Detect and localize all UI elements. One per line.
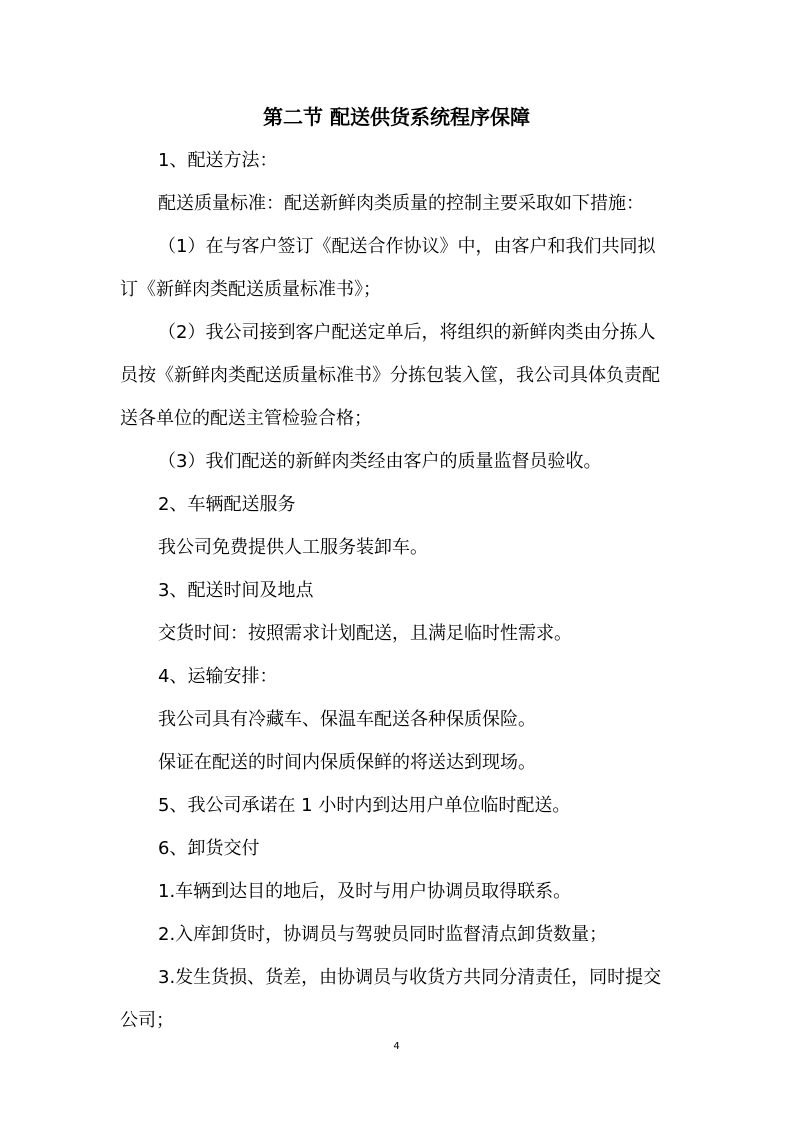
text-line-20: 3.发生货损、货差，由协调员与收货方共同分清责任，同时提交 [158,967,662,988]
text-line-6: 员按《新鲜肉类配送质量标准书》分拣包装入筐，我公司具体负责配 [120,365,660,386]
text-line-3: （1）在与客户签订《配送合作协议》中，由客户和我们共同拟 [158,236,656,257]
text-line-14: 我公司具有冷藏车、保温车配送各种保质保险。 [158,709,536,730]
text-line-10: 我公司免费提供人工服务装卸车。 [158,537,428,558]
text-line-8: （3）我们配送的新鲜肉类经由客户的质量监督员验收。 [158,451,602,472]
text-line-19: 2.入库卸货时，协调员与驾驶员同时监督清点卸货数量； [158,924,608,945]
text-line-9: 2、车辆配送服务 [158,494,296,515]
text-line-11: 3、配送时间及地点 [158,580,314,601]
text-line-13: 4、运输安排： [158,666,278,687]
text-line-4: 订《新鲜肉类配送质量标准书》； [120,279,381,300]
text-line-15: 保证在配送的时间内保质保鲜的将送达到现场。 [158,752,536,773]
text-line-2: 配送质量标准：配送新鲜肉类质量的控制主要采取如下措施： [158,193,644,214]
text-line-16: 5、我公司承诺在 1 小时内到达用户单位临时配送。 [158,795,571,816]
text-line-12: 交货时间：按照需求计划配送，且满足临时性需求。 [158,623,572,644]
text-line-7: 送各单位的配送主管检验合格； [120,408,372,429]
text-line-17: 6、卸货交付 [158,838,260,859]
text-line-21: 公司； [120,1010,174,1031]
text-line-18: 1.车辆到达目的地后，及时与用户协调员取得联系。 [158,881,572,902]
text-line-5: （2）我公司接到客户配送定单后，将组织的新鲜肉类由分拣人 [158,322,656,343]
page-number: 4 [393,1041,400,1052]
section-title: 第二节 配送供货系统程序保障 [263,105,530,129]
text-line-1: 1、配送方法： [158,150,278,171]
